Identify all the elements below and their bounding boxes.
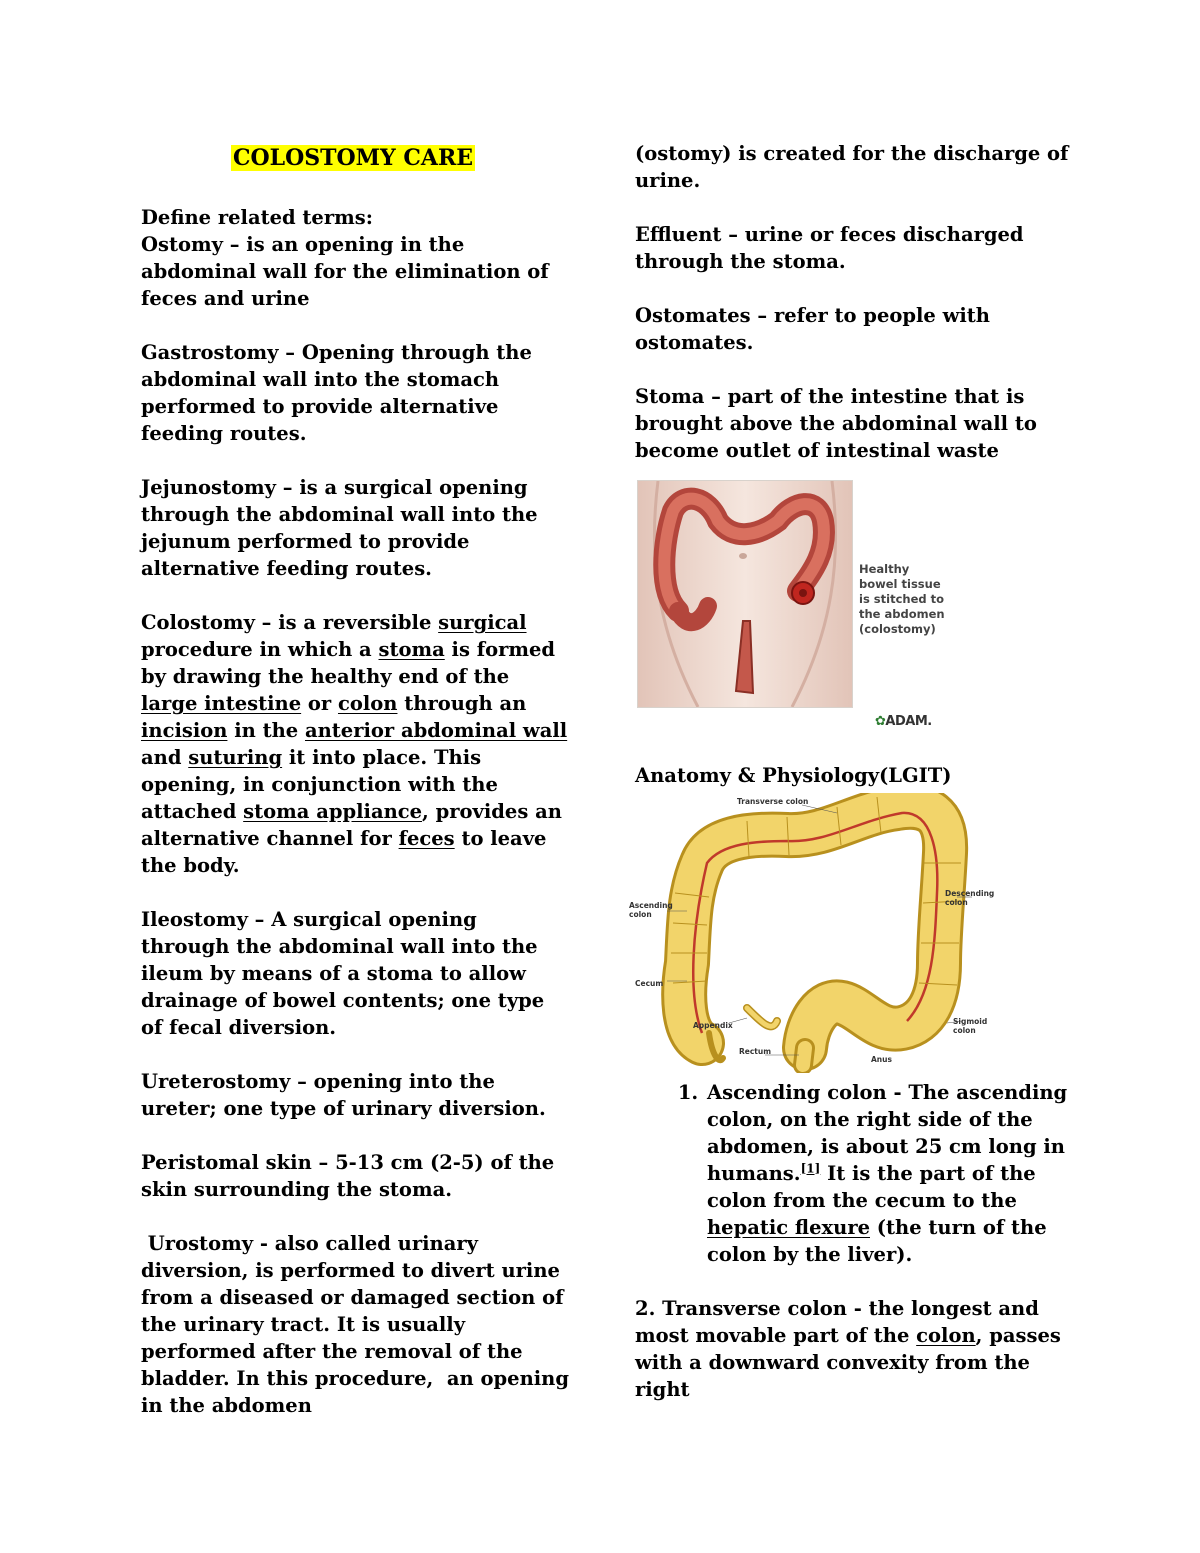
text-run: and [141, 746, 189, 769]
term-colostomy [141, 609, 571, 879]
logo-text: ADAM. [885, 714, 932, 729]
term-def: Opening through the abdominal wall into the stomach performed to provide alternative feeding routes. [141, 341, 532, 445]
abdomen-drawing [638, 481, 852, 707]
label-appendix: Appendix [693, 1021, 733, 1030]
term-ureterostomy: Ureterostomy – opening into the ureter; one type of urinary diversion. [141, 1070, 546, 1120]
urostomy-continued: (ostomy) is created for the discharge of urine. [635, 142, 1069, 192]
illustration-caption [859, 562, 945, 637]
text-run: procedure in which a [141, 638, 379, 661]
anatomy-heading: Anatomy & Physiology(LGIT) [635, 764, 952, 787]
text-run: it into place. This opening, in conjunction with the attached [141, 746, 498, 823]
link-hepatic-flexure[interactable]: hepatic flexure [707, 1216, 870, 1239]
label-descending-colon: Descending colon [945, 889, 995, 907]
text-run: Ascending colon - The ascending colon, on the right side of the abdomen, is about 25 cm long in humans. [707, 1081, 1068, 1185]
term-dash: – [278, 341, 302, 364]
right-column [629, 140, 1075, 1430]
large-intestine-diagram [627, 793, 1047, 1073]
link-anterior-abdominal-wall[interactable]: anterior abdominal wall [304, 719, 568, 742]
left-column [141, 140, 576, 1446]
link-stoma-appliance[interactable]: stoma appliance [243, 800, 423, 823]
link-stoma[interactable]: stoma [378, 638, 445, 661]
term-ileostomy: Ileostomy – A surgical opening through the abdominal wall into the ileum by means of a stoma to allow drainage of bowel contents; one type of fecal diversion. [141, 908, 545, 1039]
text-run: is formed by drawing the healthy end of the [141, 638, 556, 688]
label-anus: Anus [871, 1055, 892, 1064]
term-dash: – [222, 233, 247, 256]
transverse-colon-paragraph [635, 1295, 1075, 1403]
illustration-frame [637, 480, 853, 708]
citation-link[interactable]: [1] [800, 1161, 821, 1176]
caption-line: bowel tissue [859, 577, 941, 591]
adam-logo [875, 708, 932, 735]
text-run: to leave the body. [141, 827, 547, 877]
colon-parts-list [635, 1079, 1075, 1268]
caption-line: the abdomen [859, 607, 945, 621]
label-rectum: Rectum [739, 1047, 772, 1056]
page-title: COLOSTOMY CARE [232, 145, 474, 171]
colostomy-illustration [635, 480, 955, 740]
term-def: is a surgical opening through the abdominal wall into the jejunum performed to provide alternative feeding routes. [141, 476, 538, 580]
term-name: Gastrostomy [141, 341, 279, 364]
term-name: Ostomy [141, 233, 223, 256]
label-sigmoid-colon: Sigmoid colon [953, 1017, 988, 1035]
text-run: , provides an alternative channel for [141, 800, 562, 850]
text-run: 2. Transverse colon - the longest and most movable part of the [635, 1297, 1039, 1347]
text-run: or [301, 692, 338, 715]
text-run: (the turn of the colon by the liver). [707, 1216, 1047, 1266]
term-gastrostomy [141, 339, 571, 447]
caption-line: Healthy [859, 562, 910, 576]
link-colon[interactable]: colon [337, 692, 398, 715]
label-cecum: Cecum [635, 979, 664, 988]
term-jejunostomy [141, 474, 571, 582]
link-feces[interactable]: feces [398, 827, 455, 850]
title-wrap [141, 140, 565, 177]
link-surgical[interactable]: surgical [438, 611, 527, 634]
link-colon[interactable]: colon [916, 1324, 976, 1347]
label-ascending-colon: Ascending colon [629, 901, 673, 919]
link-suturing[interactable]: suturing [188, 746, 283, 769]
term-urostomy: Urostomy - also called urinary diversion, is performed to divert urine from a diseased or damaged section of the urinary tract. It is usually performed after the removal of the bladder. In this procedure, an opening in the abdomen [141, 1232, 576, 1417]
term-ostomy [141, 231, 571, 312]
text-run: in the [227, 719, 305, 742]
term-def: is an opening in the abdominal wall for the elimination of feces and urine [141, 233, 549, 310]
term-effluent: Effluent – urine or feces discharged through the stoma. [635, 223, 1024, 273]
list-item-ascending-colon [705, 1079, 1075, 1268]
term-name: Jejunostomy [141, 476, 277, 499]
text-run: through an [397, 692, 527, 715]
term-stoma: Stoma – part of the intestine that is brought above the abdominal wall to become outlet of intestinal waste [635, 385, 1037, 462]
intro-label: Define related terms: [141, 206, 373, 229]
caption-line: is stitched to [859, 592, 945, 606]
term-peristomal: Peristomal skin – 5-13 cm (2-5) of the skin surrounding the stoma. [141, 1151, 555, 1201]
term-dash: – [276, 476, 300, 499]
text-run: Colostomy – is a reversible [141, 611, 439, 634]
term-ostomates: Ostomates – refer to people with ostomates. [635, 304, 990, 354]
text-run: , passes with a downward convexity from the right [635, 1324, 1061, 1401]
label-transverse-colon: Transverse colon [737, 797, 809, 806]
caption-line: (colostomy) [859, 622, 936, 636]
link-large-intestine[interactable]: large intestine [141, 692, 302, 715]
text-run: It is the part of the colon from the cecum to the [707, 1162, 1036, 1212]
leaf-icon: ✿ [875, 714, 886, 729]
link-incision[interactable]: incision [141, 719, 228, 742]
